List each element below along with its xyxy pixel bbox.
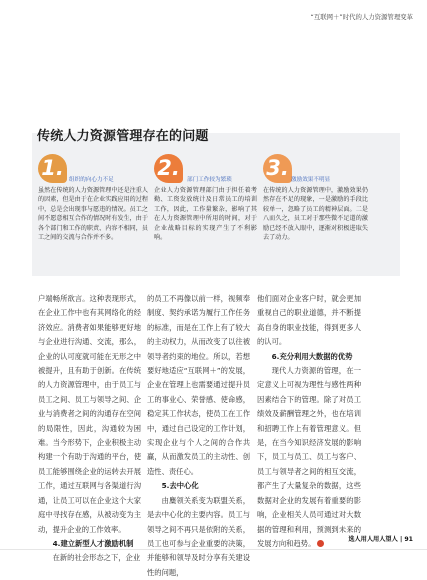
body-column-1: [38, 292, 141, 566]
problem-text-2: 企业人力资源管理部门由于担任着考勤、工资发放统计及日常员工的培训工作，因此，工作量繁杂，影响了其在人力资源管理中所用的时间，对于企业战略目标的实现产生了不利影响。: [154, 187, 257, 242]
section-heading-5: 5.去中心化: [161, 481, 199, 491]
problem-caption-3: 激励效果不明显: [291, 177, 331, 183]
article-end-mark-icon: [317, 540, 324, 547]
problem-text-3: 在传统的人力资源管理中，激励效果仍然存在不足的现象，一是激励的手段比较单一，忽略了员工的精神层面。二是八而久之，员工对于那些微不足道的激励已经不放入眼中，逐渐对积极进取失去了动力。: [263, 187, 368, 242]
body-paragraph: 在新的社会形态之下，企业: [52, 553, 141, 563]
body-paragraph: 他们面对企业客户时，就会更加重视自己的职业道德，并不断提高自身的职业技能，得到更多人的认可。: [257, 294, 361, 347]
body-paragraph-final: [257, 364, 361, 551]
article-title: 传统人力资源管理存在的问题: [37, 129, 209, 144]
problem-caption-2: 部门工作较为繁琐: [187, 177, 232, 183]
problem-text-1: 虽然在传统的人力资源管理中还是注重人的因素，但是由于在企业实践应用的过程中，总是会出现事与愿违的情况。员工之间不愿意相互合作的情况时有发生，由于各个部门和工作的职责、内容不相同，员工之间的交流与合作并不多。: [38, 187, 148, 242]
body-paragraph: 由麋领关系变为联盟关系，是去中心化的主要内容。员工与领导之间不再只是依附的关系，员工也可参与企业重要的决策，并能够和领导及时分享有关建设性的问题，: [147, 495, 250, 577]
problem-number-1: 1.: [38, 154, 67, 183]
footer-divider: [0, 549, 427, 550]
body-column-2: [147, 292, 250, 580]
section-heading-4: 4.建立新型人才激励机制: [52, 538, 134, 548]
final-paragraph-text: 现代人力资源的管理，在一定意义上可视为理性与感性两种因素结合下的管理。除了对员工绩效及薪酬管理之外，也在培训和招聘工作上有着管理意义。但是，在当今知识经济发展的影响下，员工与员工、员工与客户、员工与领导者之间的相互交流，都产生了大量复杂的数据，这些数据对企业的发展有着重要的影响，企业相关人员可通过对大数据的管理和利用，预测到未来的发展方向和趋势。: [257, 366, 361, 548]
body-paragraph: 户端畅所欲言。这种表现形式，在企业工作中也有其网络化的经济效应。消费者如果能够更好地与企业进行沟通、交流，那么，企业的认可度就可能在无形之中被提升，且有助于创新。在传统的人力资源管理中，由于员工与员工之间、员工与领导之间、企业与消费者之间的沟通存在空间的局限性，因此，沟通较为困难。当今形势下，企业积极主动构建一个有助于沟通的平台，使员工能够围绕企业的运转去开展工作，通过互联网与各渠道行沟通，让员工可以在企业这个大家庭中寻找存在感，从被动变为主动，提升企业的工作效率。: [38, 294, 141, 534]
problem-caption-1: 组织的向心力不足: [69, 177, 114, 183]
body-paragraph: 的员工不再像以前一样，视频奉制度、契约承诺为履行工作任务的标准，而是在工作上有了较大的主动权力，从而改变了以往被领导者约束的地位。所以，若想要好地适应“互联网＋”的发展，企业在管理上也需要通过提升员工的事业心、荣誉感、使命感，稳定其工作状态，使员工在工作中，通过自己设定的工作计划，实现企业与个人之间的合作共赢，从而激发员工的主动性、创造性、责任心。: [147, 294, 250, 476]
section-heading-6: 6.充分利用大数据的优势: [271, 351, 353, 361]
running-header: “互联网＋”时代的人力资源管理变革: [310, 13, 413, 21]
page-footer: 选人用人用人望人 | 91: [348, 536, 413, 543]
body-column-3: [257, 292, 361, 551]
problem-number-2: 2.: [154, 154, 183, 183]
problem-number-3: 3.: [263, 154, 292, 183]
